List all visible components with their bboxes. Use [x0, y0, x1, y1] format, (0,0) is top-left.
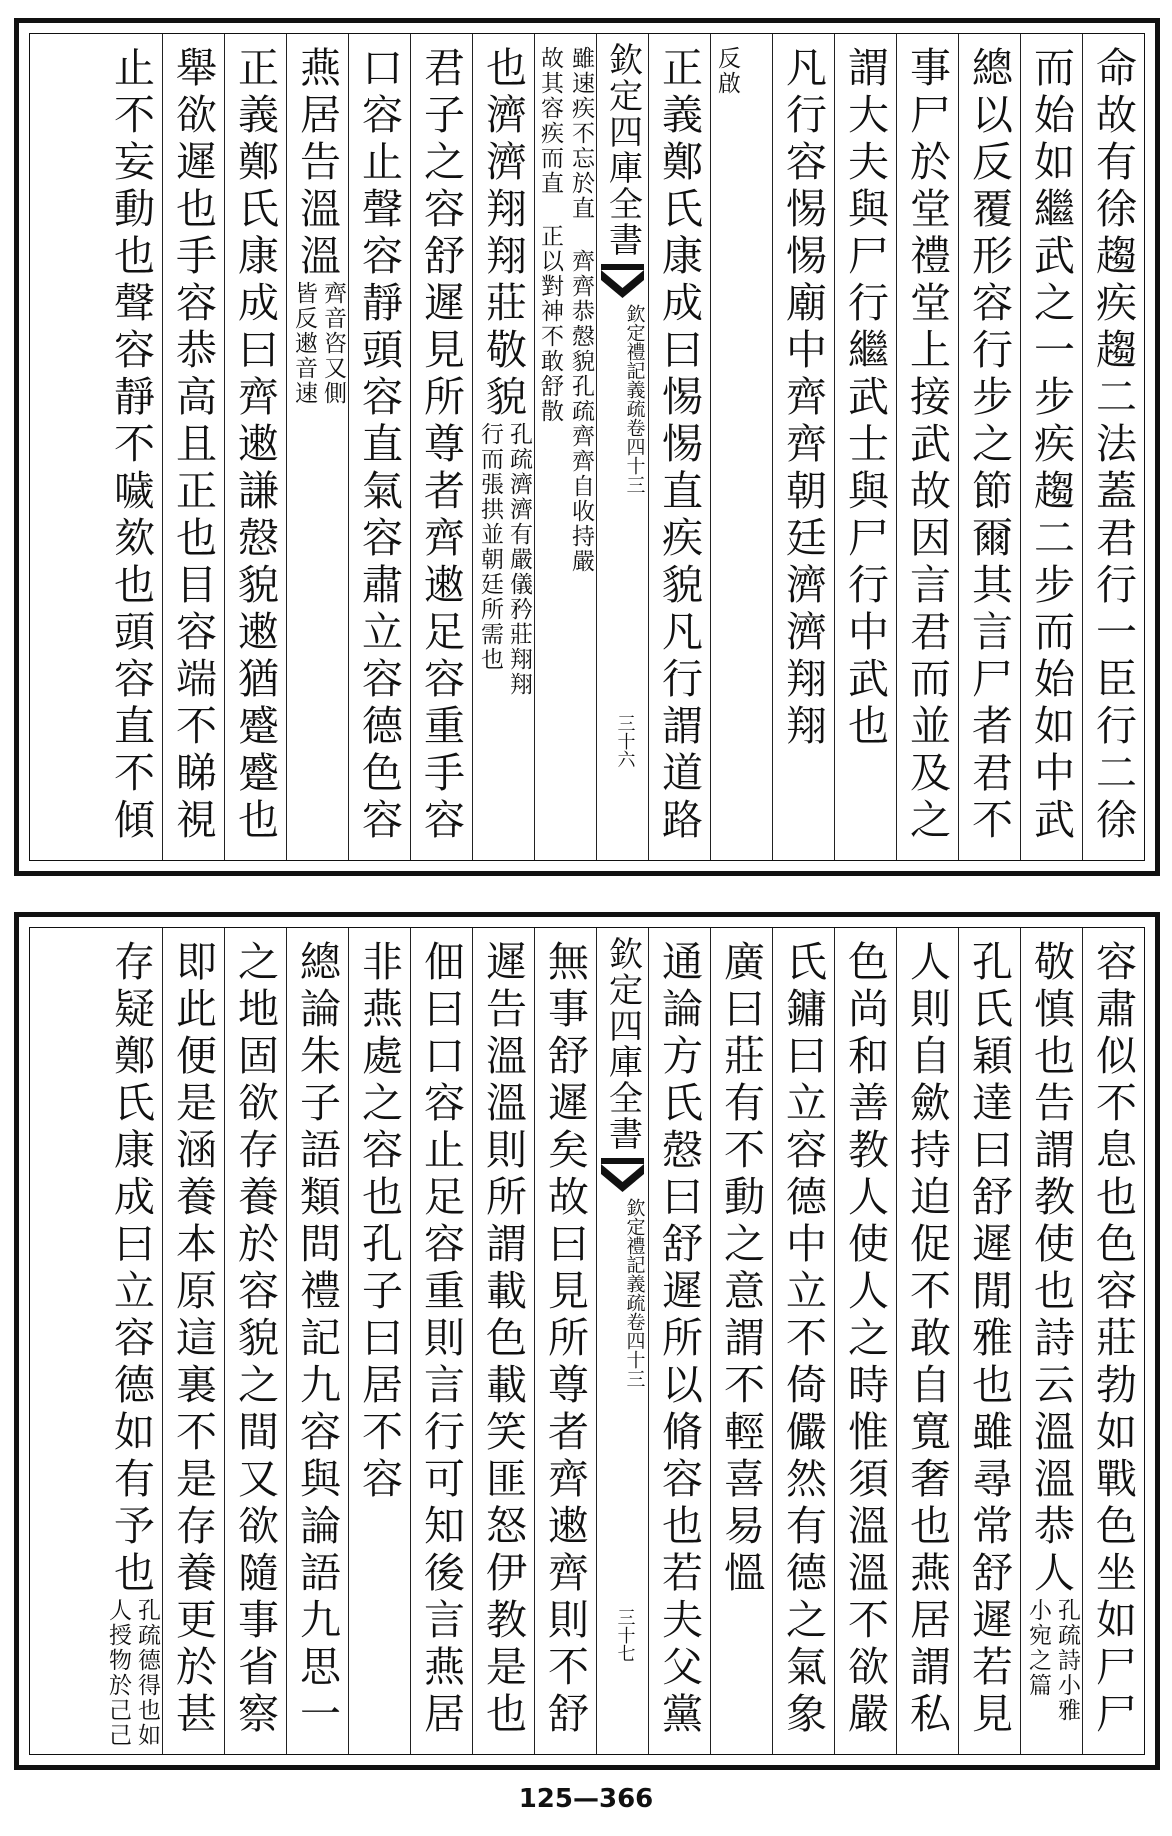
commentary-line: 反啟 [714, 46, 740, 96]
gutter-column [596, 928, 648, 1754]
gutter-book-name: 欽定禮記義疏 [623, 304, 646, 418]
inline-commentary [1024, 1598, 1082, 1723]
commentary-line: 孔疏德得也如 [134, 1598, 160, 1748]
commentary-column [710, 34, 772, 860]
text-column: 氏鏞曰立容德中立不倚儼然有德之氣象 [772, 928, 834, 1754]
text-column: 總論朱子語類問禮記九容與論語九思一 [286, 928, 348, 1754]
text-column: 即此便是涵養本原這裏不是存養更於甚 [162, 928, 224, 1754]
text-column: 色尚和善教人使人之時惟須溫溫不欲嚴 [834, 928, 896, 1754]
text-column: 廣曰莊有不動之意謂不輕喜易慍 [710, 928, 772, 1754]
commentary-line: 孔疏濟濟有嚴儀矜莊翔翔 [506, 422, 532, 697]
text-column: 總以反覆形容行步之節爾其言尸者君不 [958, 34, 1020, 860]
text-column: 遲告溫溫則所謂載色載笑匪怒伊教是也 [472, 928, 534, 1754]
commentary-line: 故其容疾而直 正以對神不敢舒散 [537, 46, 563, 424]
inline-commentary [104, 1598, 162, 1748]
fish-tail-mark-icon [601, 264, 644, 298]
main-text: 正義鄭氏康成曰惕惕直疾貌凡行謂道路 [655, 46, 703, 845]
main-text: 也濟濟翔翔莊敬貌 [479, 46, 527, 422]
text-column: 容肅似不息也色容莊勃如戰色坐如尸尸 [1082, 928, 1144, 1754]
commentary-line: 雖速疾不忘於直 齊齊恭慤貌孔疏齊齊自收持嚴 [568, 46, 594, 574]
gutter-juan: 卷四十三 [623, 1312, 646, 1388]
text-column-with-note [1020, 928, 1082, 1754]
text-column: 口容止聲容靜頭容直氣容肅立容德色容 [348, 34, 410, 860]
gutter-leaf-number: 三十六 [614, 714, 636, 768]
text-column: 通論方氏慤曰舒遲所以脩容也若夫父黨 [648, 928, 710, 1754]
text-column: 君子之容舒遲見所尊者齊遫足容重手容 [410, 34, 472, 860]
text-column-with-note [772, 34, 834, 860]
gutter-book-name: 欽定禮記義疏 [623, 1198, 646, 1312]
text-column: 止不妄動也聲容靜不噦欬也頭容直不傾 [107, 46, 155, 845]
gutter-column [596, 34, 648, 860]
gutter-title: 欽定四庫全書 [602, 936, 643, 1152]
main-text: 存疑鄭氏康成曰立容德如有予也 [107, 940, 155, 1598]
text-column: 人則自歛持迫促不敢自寬奢也燕居謂私 [896, 928, 958, 1754]
text-column: 孔氏穎達曰舒遲閒雅也雖尋常舒遲若見 [958, 928, 1020, 1754]
inline-commentary [476, 422, 534, 697]
page-lower [14, 912, 1160, 1770]
page-number-footer: 125—366 [518, 1784, 654, 1814]
gutter-volume-label [600, 1198, 646, 1388]
text-column: 事尸於堂禮堂上接武故因言君而並及之 [896, 34, 958, 860]
commentary-line: 人授物於己己 [105, 1598, 131, 1748]
inline-commentary [290, 281, 348, 406]
text-column: 非燕處之容也孔子曰居不容 [348, 928, 410, 1754]
lower-columns [29, 927, 1145, 1755]
gutter-title: 欽定四庫全書 [602, 42, 643, 258]
main-text: 燕居告溫溫 [293, 46, 341, 281]
text-column: 無事舒遲矣故曰見所尊者齊遫齊則不舒 [534, 928, 596, 1754]
text-column: 正義鄭氏康成曰齊遫謙慤貌遫猶蹙蹙也 [224, 34, 286, 860]
commentary-line: 齊音咨又側 [320, 281, 346, 406]
commentary-line: 行而張拱並朝廷所需也 [477, 422, 503, 672]
text-column-with-note [286, 34, 348, 860]
gutter-leaf-number: 三十七 [614, 1608, 636, 1662]
text-column: 命故有徐趨疾趨二法蓋君行一臣行二徐 [1082, 34, 1144, 860]
commentary-line: 皆反遫音速 [291, 281, 317, 406]
main-text: 敬慎也告謂教使也詩云溫溫恭人 [1027, 940, 1075, 1598]
text-column-with-note [648, 34, 710, 860]
text-column: 舉欲遲也手容恭高且正也目容端不睇視 [162, 34, 224, 860]
main-text: 凡行容惕惕廟中齊齊朝廷濟濟翔翔 [779, 46, 827, 751]
text-column: 而始如繼武之一步疾趨二步而始如中武 [1020, 34, 1082, 860]
fish-tail-mark-icon [601, 1158, 644, 1192]
text-column-with-note [100, 928, 162, 1754]
text-column: 佃曰口容止足容重則言行可知後言燕居 [410, 928, 472, 1754]
commentary-line: 小宛之篇 [1025, 1598, 1051, 1698]
commentary-line [742, 46, 772, 860]
upper-columns [29, 33, 1145, 861]
commentary-column [534, 34, 596, 860]
gutter-juan: 卷四十三 [623, 418, 646, 494]
text-column: 謂大夫與尸行繼武士與尸行中武也 [834, 34, 896, 860]
page-upper [14, 18, 1160, 876]
text-column-with-note [472, 34, 534, 860]
text-column: 之地固欲存養於容貌之間又欲隨事省察 [224, 928, 286, 1754]
gutter-volume-label [600, 304, 646, 494]
commentary-line: 孔疏詩小雅 [1054, 1598, 1080, 1723]
